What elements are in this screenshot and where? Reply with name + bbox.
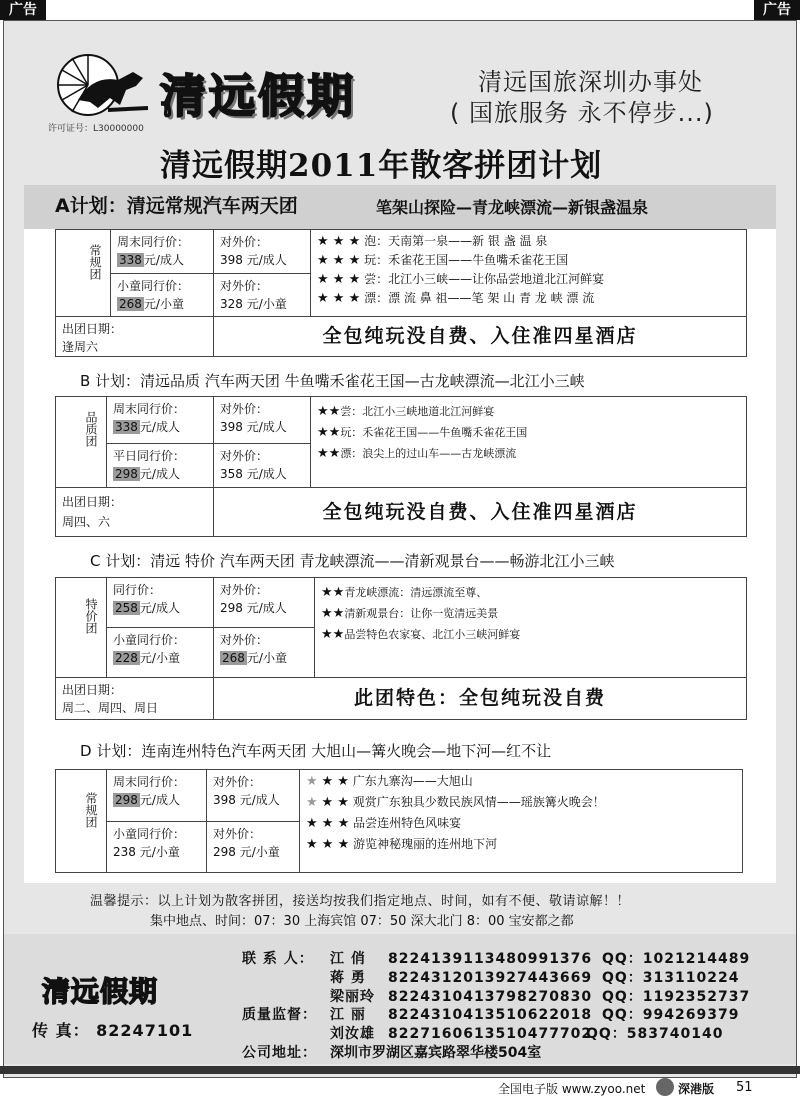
feature-item: ★ ★ ★ 漂：漂 流 鼻 祖——笔 架 山 青 龙 峡 漂 流 (317, 291, 595, 306)
plan-b-price2: 平日同行价： 298 元/成人 (106, 443, 214, 488)
feature-item: ★ ★ ★ 玩：禾雀花王国——牛鱼嘴禾雀花王国 (317, 253, 569, 268)
price-label: 对外价： (220, 279, 269, 293)
office-name: 清远国旅深圳办事处 (478, 68, 703, 96)
contact-row: 蒋 勇 8224312013927443669 QQ：313110224 (330, 970, 740, 986)
license-number: 许可证号：L30000000 (48, 124, 144, 134)
plan-c-title: C 计划：清远 特价 汽车两天团 青龙峡漂流——清新观景台——畅游北江小三峡 (90, 552, 615, 570)
plan-a-price1 (110, 229, 214, 274)
plan-a-subtitle: 笔架山探险—青龙峡漂流—新银盏温泉 (376, 198, 649, 217)
contacts-label: 联 系 人： (242, 951, 314, 967)
plan-b-public2: 对外价： 358 元/成人 (213, 443, 311, 488)
feature-item: ★★清新观景台：让你一览清远美景 (321, 606, 499, 621)
address: 深圳市罗湖区嘉宾路翠华楼504室 (330, 1045, 542, 1061)
feature-item: ★ ★ ★ 品尝连州特色风味宴 (306, 816, 462, 831)
price-label: 小童同行价： (117, 279, 190, 293)
plan-a-slogan: 全包纯玩没自费、入住准四星酒店 (213, 316, 747, 357)
plan-b-date: 出团日期： 周四、六 (55, 487, 214, 537)
plan-b-title: B 计划：清远品质 汽车两天团 牛鱼嘴禾雀花王国—古龙峡漂流—北江小三峡 (80, 372, 585, 390)
plan-d-features (299, 769, 743, 873)
ad-tag-right: 广告 (754, 0, 800, 20)
footer-rule (0, 1066, 800, 1074)
plan-d-price2: 小童同行价： 238 元/小童 (106, 821, 207, 873)
notice-line-2: 集中地点、时间：07：30 上海宾馆 07：50 深大北门 8：00 宝安都之都 (150, 914, 574, 929)
price-unit: 元/成人 (143, 253, 184, 267)
feature-item: ★ ★ ★ 观赏广东独具少数民族风情——瑶族篝火晚会！ (306, 795, 605, 810)
plan-d-title: D 计划：连南连州特色汽车两天团 大旭山—篝火晚会—地下河—红不让 (80, 742, 552, 760)
plan-c-table (55, 577, 747, 718)
slogan: ( 国旅服务 永不停步...) (450, 99, 714, 127)
plan-b-slogan: 全包纯玩没自费、入住准四星酒店 (213, 487, 747, 537)
plan-d-public2: 对外价： 298 元/小童 (206, 821, 300, 873)
plan-d-price1: 周末同行价： 298 元/成人 (106, 769, 207, 822)
contact-row: 江 俏 8224139113480991376 QQ：1021214489 (330, 951, 751, 967)
price-label: 对外价： (220, 235, 269, 249)
plan-b-features (310, 396, 747, 488)
feature-item: ★★漂：浪尖上的过山车——古龙峡漂流 (317, 446, 517, 461)
price-label: 周末同行价： (117, 235, 190, 249)
feature-item: ★ ★ ★ 泡：天南第一泉——新 银 盏 温 泉 (317, 234, 548, 249)
price-value: 328 元/小童 (220, 297, 287, 311)
horse-logo-icon (48, 50, 156, 120)
edition: 深港版 (678, 1082, 715, 1096)
notice-line-1: 温馨提示：以上计划为散客拼团，接送均按我们指定地点、时间，如有不便、敬请谅解！！ (90, 894, 631, 909)
plan-b-table (55, 396, 747, 537)
page-title: 清远假期2011年散客拼团计划 (160, 148, 603, 184)
plan-c-type: 特价团 (55, 577, 107, 678)
plan-c-price2: 小童同行价： 228 元/小童 (106, 627, 214, 678)
plan-c-public2: 对外价： 268 元/小童 (213, 627, 315, 678)
plan-b-price1: 周末同行价： 338 元/成人 (106, 396, 214, 444)
feature-item: ★★青龙峡漂流：清远漂流至尊、 (321, 585, 488, 600)
feature-item: ★ ★ ★ 尝：北江小三峡——让你品尝地道北江河鲜宴 (317, 272, 605, 287)
fax: 传 真： 82247101 (32, 1021, 194, 1040)
address-label: 公司地址： (242, 1045, 317, 1061)
site-url: 全国电子版 www.zyoo.net (498, 1082, 646, 1096)
contact-row: 江 丽 8224310413510622018 QQ：994269379 (330, 1007, 740, 1023)
plan-d-type: 常规团 (55, 769, 107, 873)
plan-d-public1: 对外价： 398 元/成人 (206, 769, 300, 822)
plan-a-public1 (213, 229, 311, 274)
price-value: 398 元/成人 (220, 253, 287, 267)
feature-item: ★★玩：禾雀花王国——牛鱼嘴禾雀花王国 (317, 425, 528, 440)
price-unit: 元/小童 (143, 297, 184, 311)
plan-a-title: A计划：清远常规汽车两天团 (55, 195, 298, 217)
contact-row: 刘汝雄 8227160613510477702QQ：583740140 (330, 1026, 724, 1042)
brand-logo-text: 清远假期 (160, 69, 356, 123)
feature-item: ★★尝：北江小三峡地道北江河鲜宴 (317, 404, 495, 419)
plan-c-date: 出团日期： 周二、周四、周日 (55, 677, 214, 720)
plan-a-price2 (110, 273, 214, 317)
plan-a-features (310, 229, 747, 317)
plan-a-table (55, 229, 747, 357)
feature-item: ★ ★ ★ 游览神秘瑰丽的连州地下河 (306, 837, 498, 852)
footer-brand: 清远假期 (42, 975, 159, 1008)
plan-d-table (55, 769, 743, 873)
plan-a-date: 出团日期： 逢周六 (55, 316, 214, 357)
plan-c-features (314, 577, 747, 678)
plan-c-public1: 对外价： 298 元/成人 (213, 577, 315, 628)
price-value: 338 (119, 253, 142, 267)
plan-a-public2 (213, 273, 311, 317)
ad-tag-left: 广告 (0, 0, 46, 20)
plan-b-public1: 对外价： 398 元/成人 (213, 396, 311, 444)
plan-b-type: 品质团 (55, 396, 107, 488)
contact-row: 梁丽玲 8224310413798270830 QQ：1192352737 (330, 989, 751, 1005)
feature-item: ★ ★ ★ 广东九寨沟——大旭山 (306, 774, 473, 789)
plan-a-type: 常规团 (55, 229, 111, 317)
price-value: 268 (119, 297, 142, 311)
plan-c-slogan: 此团特色：全包纯玩没自费 (213, 677, 747, 720)
feature-item: ★★品尝特色农家宴、北江小三峡河鲜宴 (321, 627, 521, 642)
edition-badge-icon (656, 1078, 674, 1096)
page-number: 51 (736, 1080, 753, 1095)
quality-label: 质量监督： (242, 1007, 317, 1023)
plan-c-price1: 同行价： 258 元/成人 (106, 577, 214, 628)
